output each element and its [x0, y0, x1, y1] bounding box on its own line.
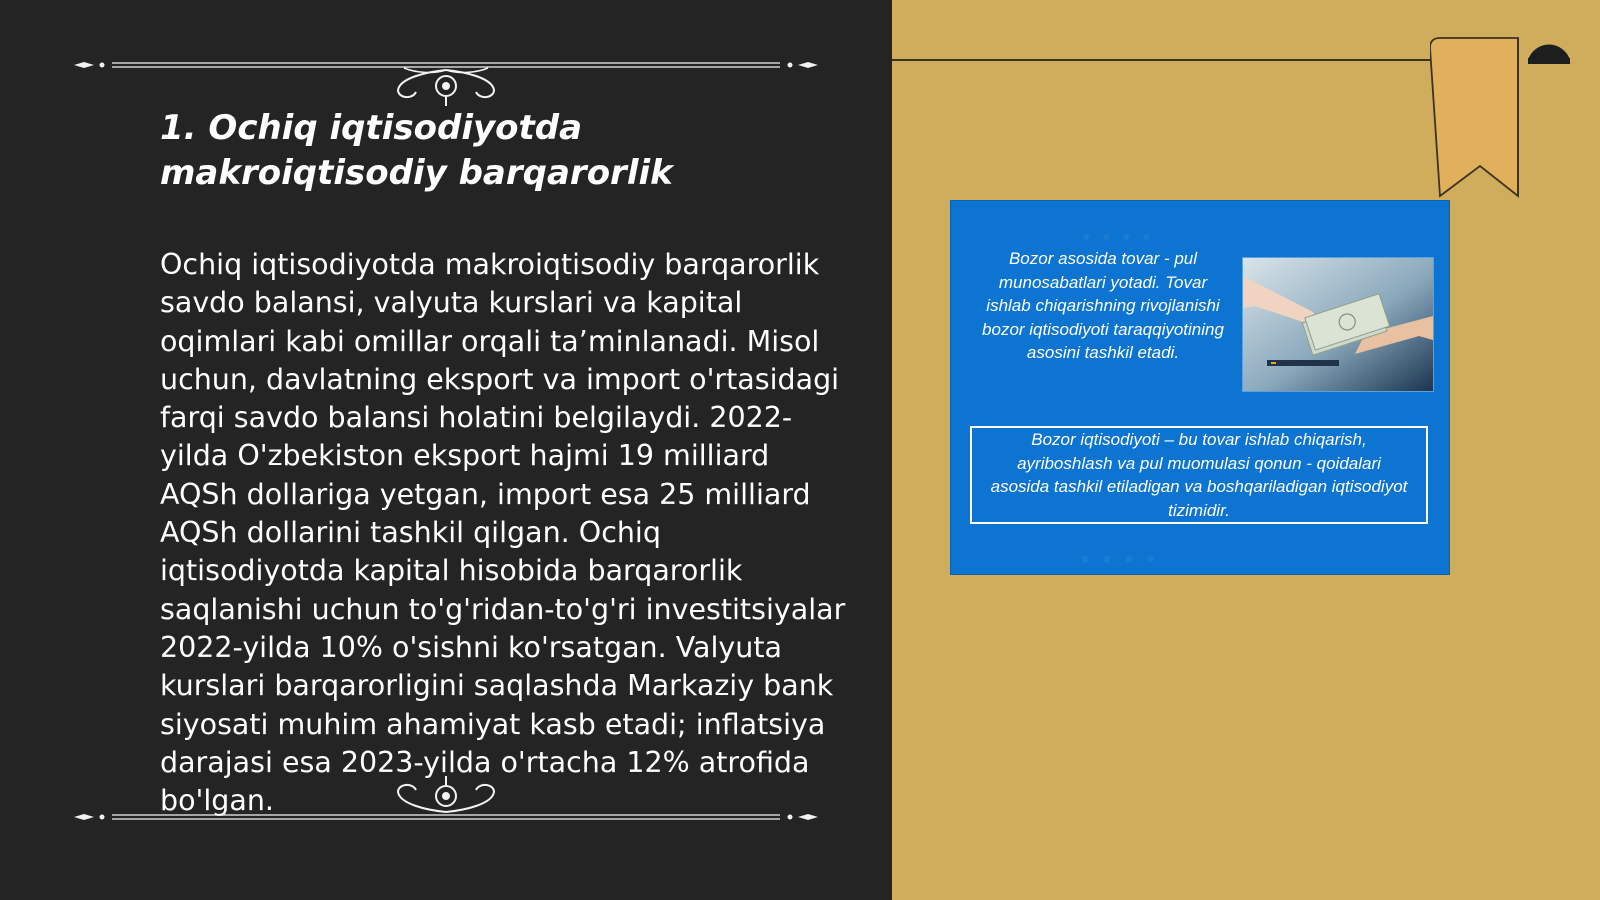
- top-ornament-divider-icon: [64, 52, 828, 112]
- definition-text: Bozor iqtisodiyoti – bu tovar ishlab chiqarish, ayriboshlash va pul muomulasi qonun - qoidalari asosida tashkil etiladigan va boshqariladigan iqtisodiyot tizimidir.: [990, 430, 1408, 520]
- watermark-decoration-bottom: • • • •: [1078, 546, 1158, 574]
- watermark-decoration: • • • •: [1080, 226, 1153, 251]
- bookmark-ribbon-icon: [1430, 30, 1600, 205]
- market-basis-text: Bozor asosida tovar - pul munosabatlari yotadi. Tovar ishlab chiqarishning rivojlanishi bozor iqtisodiyoti taraqqiyotining asosini tashkil etadi.: [982, 249, 1224, 362]
- bottom-ornament-divider-icon: [64, 770, 828, 830]
- handshake-money-photo-icon: [1242, 257, 1434, 392]
- top-divider-line: [892, 59, 1442, 61]
- slide-title: 1. Ochiq iqtisodiyotda makroiqtisodiy barqarorlik: [160, 108, 673, 193]
- slide-body-text: Ochiq iqtisodiyotda makroiqtisodiy barqarorlik savdo balansi, valyuta kurslari va kapital oqimlari kabi omillar orqali ta’minlanadi. Misol uchun, davlatning eksport va import o'rtasidagi farqi savdo balansi holatini belgilaydi. 2022-yilda O'zbekiston eksport hajmi 19 milliard AQSh dollariga yetgan, import esa 25 milliard AQSh dollarini tashkil qilgan. Ochiq iqtisodiyotda kapital hisobida barqarorlik saqlanishi uchun to'g'ridan-to'g'ri investitsiyalar 2022-yilda 10% o'sishni ko'rsatgan. Valyuta kurslari barqarorligini saqlashda Markaziy bank siyosati muhim ahamiyat kasb etadi; inflatsiya darajasi esa 2023-yilda o'rtacha 12% atrofida bo'lgan.: [160, 248, 846, 818]
- market-economy-card: [950, 200, 1450, 575]
- definition-box: [970, 426, 1428, 524]
